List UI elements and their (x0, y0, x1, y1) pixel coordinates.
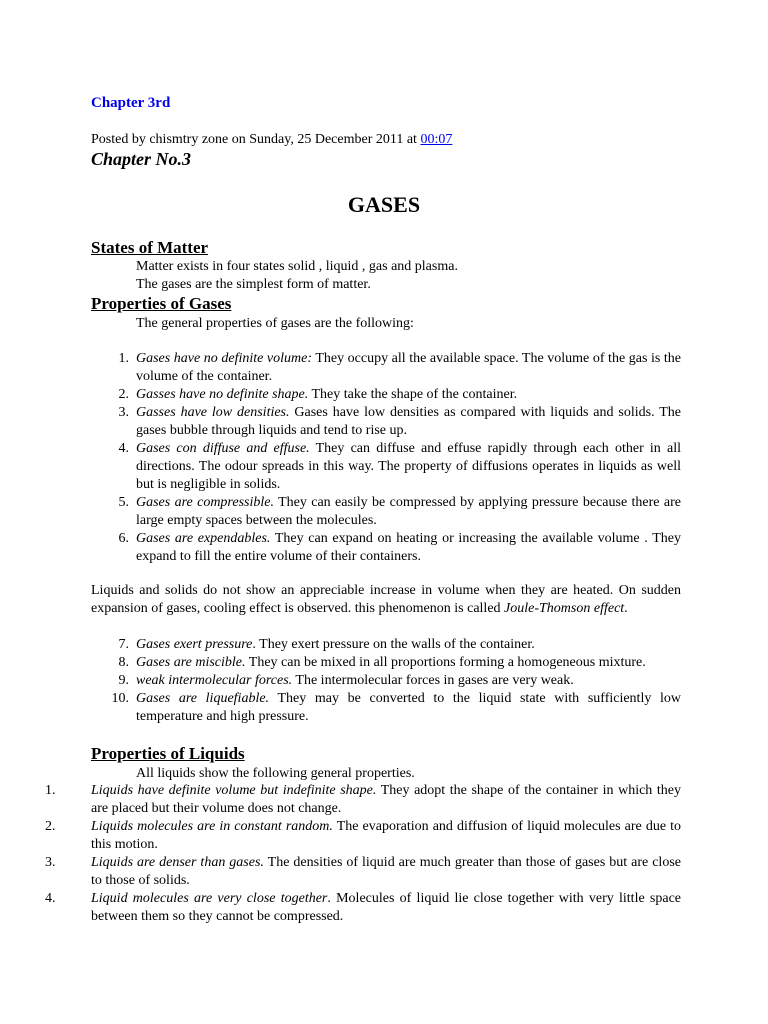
item-term: Gases exert pressure (136, 637, 253, 652)
heading-properties-of-gases: Properties of Gases (91, 294, 232, 313)
list-item (91, 636, 681, 654)
item-term: Liquids are denser than gases. (91, 855, 264, 870)
item-number: 3. (118, 405, 129, 420)
item-term: Gases are liquefiable. (136, 691, 270, 706)
heading-properties-of-liquids: Properties of Liquids (91, 744, 245, 763)
item-text: They adopt the shape of the container in which they are placed but their volume does not change. (91, 783, 681, 816)
item-term: Liquids have definite volume but indefinite shape. (91, 783, 377, 798)
item-text: Gases have low densities as compared with liquids and solids. The gases bubble through liquids and tend to rise up. (136, 405, 681, 438)
item-text: They can diffuse and effuse rapidly through each other in all directions. The odour spreads in this way. The property of diffusions operates in liquids as well but is negligible in solids. (136, 441, 681, 492)
paragraph-text: Liquids and solids do not show an appreciable increase in volume when they are heated. On sudden expansion of gases, cooling effect is observed. this phenomenon is called (91, 583, 681, 616)
chapter-link[interactable]: Chapter 3rd (91, 95, 171, 111)
item-number: 1. (118, 351, 129, 366)
paragraph-term: Joule-Thomson effect (504, 601, 625, 616)
post-meta (91, 131, 691, 149)
item-number: 2. (118, 387, 129, 402)
heading-states-of-matter: States of Matter (91, 238, 209, 257)
item-term: weak intermolecular forces. (136, 673, 293, 688)
item-text: The intermolecular forces in gases are very weak. (292, 673, 574, 688)
list-item (0, 854, 681, 890)
states-text (136, 258, 681, 294)
list-item (0, 782, 681, 818)
list-item (91, 440, 681, 494)
item-number: 6. (118, 531, 129, 546)
list-item (91, 386, 681, 404)
chapter-number: Chapter No.3 (91, 149, 192, 169)
gases-list-1 (91, 350, 681, 566)
item-number: 4. (118, 441, 129, 456)
states-line: The gases are the simplest form of matter. (136, 277, 371, 292)
item-number: 3. (45, 855, 56, 870)
item-term: Gases have no definite volume: (136, 351, 313, 366)
gases-list-2 (91, 636, 681, 726)
list-item (0, 818, 681, 854)
item-term: Gasses have low densities. (136, 405, 290, 420)
list-item (91, 654, 681, 672)
list-item (0, 890, 681, 926)
item-number: 7. (118, 637, 129, 652)
liquids-list (0, 782, 681, 926)
item-text: . They exert pressure on the walls of the container. (252, 637, 535, 652)
list-item (91, 690, 681, 726)
list-item (91, 350, 681, 386)
item-term: Liquids molecules are in constant random. (91, 819, 333, 834)
item-number: 8. (118, 655, 129, 670)
gases-intro: The general properties of gases are the following: (136, 316, 414, 331)
item-number: 10. (111, 691, 129, 706)
item-text: The densities of liquid are much greater than those of gases but are close to those of solids. (91, 855, 681, 888)
item-text: They occupy all the available space. The volume of the gas is the volume of the container. (136, 351, 681, 384)
list-item (91, 530, 681, 566)
item-number: 4. (45, 891, 56, 906)
item-term: Gasses have no definite shape. (136, 387, 309, 402)
item-term: Gases are expendables. (136, 531, 271, 546)
post-meta-text: Posted by chismtry zone on Sunday, 25 December 2011 at (91, 132, 421, 147)
item-text: They can be mixed in all proportions forming a homogeneous mixture. (245, 655, 646, 670)
list-item (91, 672, 681, 690)
gases-paragraph (91, 582, 681, 618)
item-number: 1. (45, 783, 56, 798)
list-item (91, 494, 681, 530)
list-item (91, 404, 681, 440)
item-text: They can easily be compressed by applying pressure because there are large empty spaces between the molecules. (136, 495, 681, 528)
liquids-intro: All liquids show the following general properties. (136, 766, 415, 781)
paragraph-end: . (624, 601, 628, 616)
item-text: They can expand on heating or increasing the available volume . They expand to fill the entire volume of their containers. (136, 531, 681, 564)
page-title: GASES (347, 192, 421, 217)
item-text: They take the shape of the container. (308, 387, 518, 402)
item-number: 2. (45, 819, 56, 834)
states-line: Matter exists in four states solid , liquid , gas and plasma. (136, 259, 458, 274)
item-text: The evaporation and diffusion of liquid molecules are due to this motion. (91, 819, 681, 852)
item-term: Liquid molecules are very close together (91, 891, 328, 906)
item-text: . Molecules of liquid lie close together with very little space between them so they cannot be compressed. (91, 891, 682, 924)
item-term: Gases are compressible. (136, 495, 274, 510)
post-time-link[interactable]: 00:07 (420, 132, 453, 147)
item-term: Gases are miscible. (136, 655, 246, 670)
item-text: They may be converted to the liquid state with sufficiently low temperature and high pressure. (136, 691, 681, 724)
item-number: 9. (118, 673, 129, 688)
item-term: Gases con diffuse and effuse. (136, 441, 310, 456)
item-number: 5. (118, 495, 129, 510)
